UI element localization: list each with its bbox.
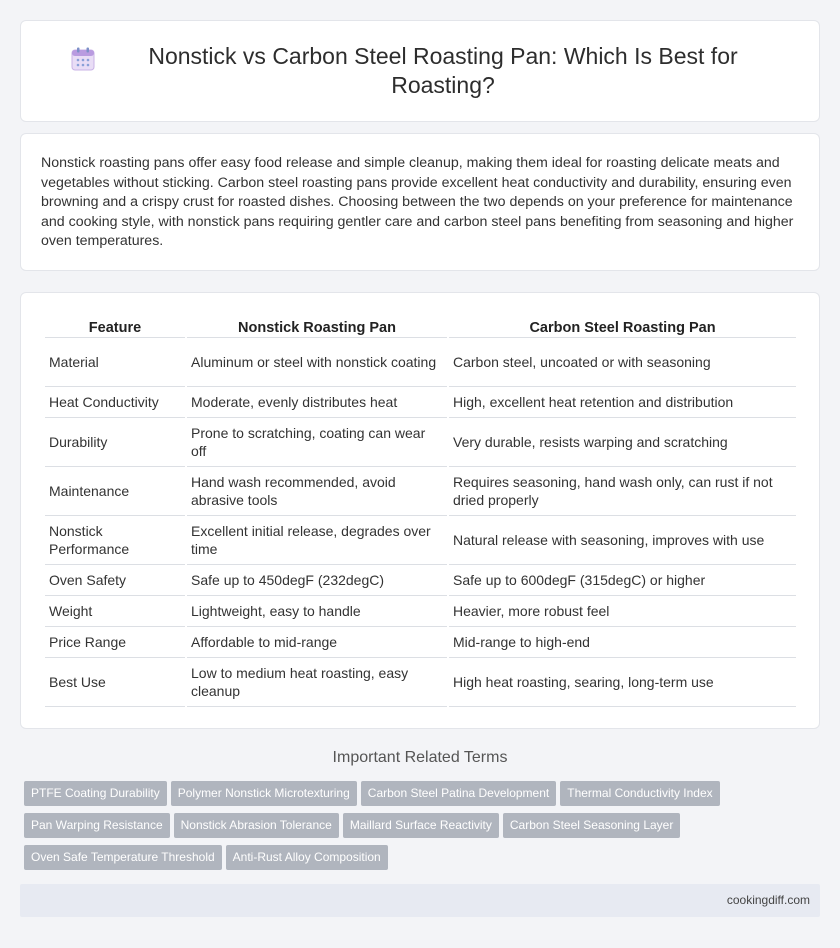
footer-site-link[interactable]: cookingdiff.com [726,893,810,907]
table-row [45,338,796,387]
related-terms-title: Important Related Terms [332,749,508,766]
related-term-tag[interactable]: Carbon Steel Seasoning Layer [503,813,680,838]
calendar-icon [70,46,96,72]
related-term-tag[interactable]: Carbon Steel Patina Development [361,781,556,806]
table-cell: Safe up to 450degF (232degC) [187,565,447,596]
related-terms-tags [24,781,824,877]
table-cell: Very durable, resists warping and scratching [449,418,796,467]
table-cell: Maintenance [45,467,185,516]
table-cell: Hand wash recommended, avoid abrasive tools [187,467,447,516]
table-row [45,596,796,627]
comparison-table-card [20,292,820,729]
table-cell: Mid-range to high-end [449,627,796,658]
table-cell: Oven Safety [45,565,185,596]
table-cell: Aluminum or steel with nonstick coating [187,338,447,387]
table-cell: Lightweight, easy to handle [187,596,447,627]
table-cell: Durability [45,418,185,467]
table-cell: Nonstick Performance [45,516,185,565]
column-header-nonstick: Nonstick Roasting Pan [187,311,447,338]
table-cell: Heat Conductivity [45,387,185,418]
table-row [45,516,796,565]
table-cell: Requires seasoning, hand wash only, can rust if not dried properly [449,467,796,516]
column-header-feature: Feature [45,311,185,338]
table-cell: Weight [45,596,185,627]
table-row [45,418,796,467]
table-cell: Material [45,338,185,387]
related-term-tag[interactable]: Oven Safe Temperature Threshold [24,845,222,870]
table-cell: Prone to scratching, coating can wear off [187,418,447,467]
related-term-tag[interactable]: Maillard Surface Reactivity [343,813,499,838]
table-row [45,658,796,707]
table-cell: Safe up to 600degF (315degC) or higher [449,565,796,596]
table-row [45,627,796,658]
table-row [45,387,796,418]
related-term-tag[interactable]: Pan Warping Resistance [24,813,170,838]
table-cell: Low to medium heat roasting, easy cleanup [187,658,447,707]
related-term-tag[interactable]: Polymer Nonstick Microtexturing [171,781,357,806]
table-cell: High heat roasting, searing, long-term use [449,658,796,707]
table-cell: Price Range [45,627,185,658]
column-header-carbon-steel: Carbon Steel Roasting Pan [449,311,796,338]
page-title: Nonstick vs Carbon Steel Roasting Pan: Which Is Best for Roasting? [148,43,738,98]
footer [20,884,820,917]
comparison-table [43,311,798,707]
table-cell: High, excellent heat retention and distribution [449,387,796,418]
table-header-row [45,311,796,338]
related-term-tag[interactable]: Nonstick Abrasion Tolerance [174,813,339,838]
table-cell: Affordable to mid-range [187,627,447,658]
table-cell: Carbon steel, uncoated or with seasoning [449,338,796,387]
table-cell: Best Use [45,658,185,707]
title-card [20,20,820,122]
related-term-tag[interactable]: Thermal Conductivity Index [560,781,719,806]
summary-card [20,133,820,271]
table-cell: Natural release with seasoning, improves with use [449,516,796,565]
related-term-tag[interactable]: Anti-Rust Alloy Composition [226,845,388,870]
table-cell: Excellent initial release, degrades over time [187,516,447,565]
table-row [45,467,796,516]
table-cell: Heavier, more robust feel [449,596,796,627]
related-term-tag[interactable]: PTFE Coating Durability [24,781,167,806]
table-row [45,565,796,596]
table-cell: Moderate, evenly distributes heat [187,387,447,418]
summary-text: Nonstick roasting pans offer easy food release and simple cleanup, making them ideal for roasting delicate meats and vegetables without sticking. Carbon steel roasting pans provide excellent heat conductivity and durability, ensuring even browning and a crispy crust for roasted dishes. Choosing between the two depends on your preference for maintenance and cooking style, with nonstick pans requiring gentler care and carbon steel pans benefiting from seasoning and higher oven temperatures. [41,155,794,250]
